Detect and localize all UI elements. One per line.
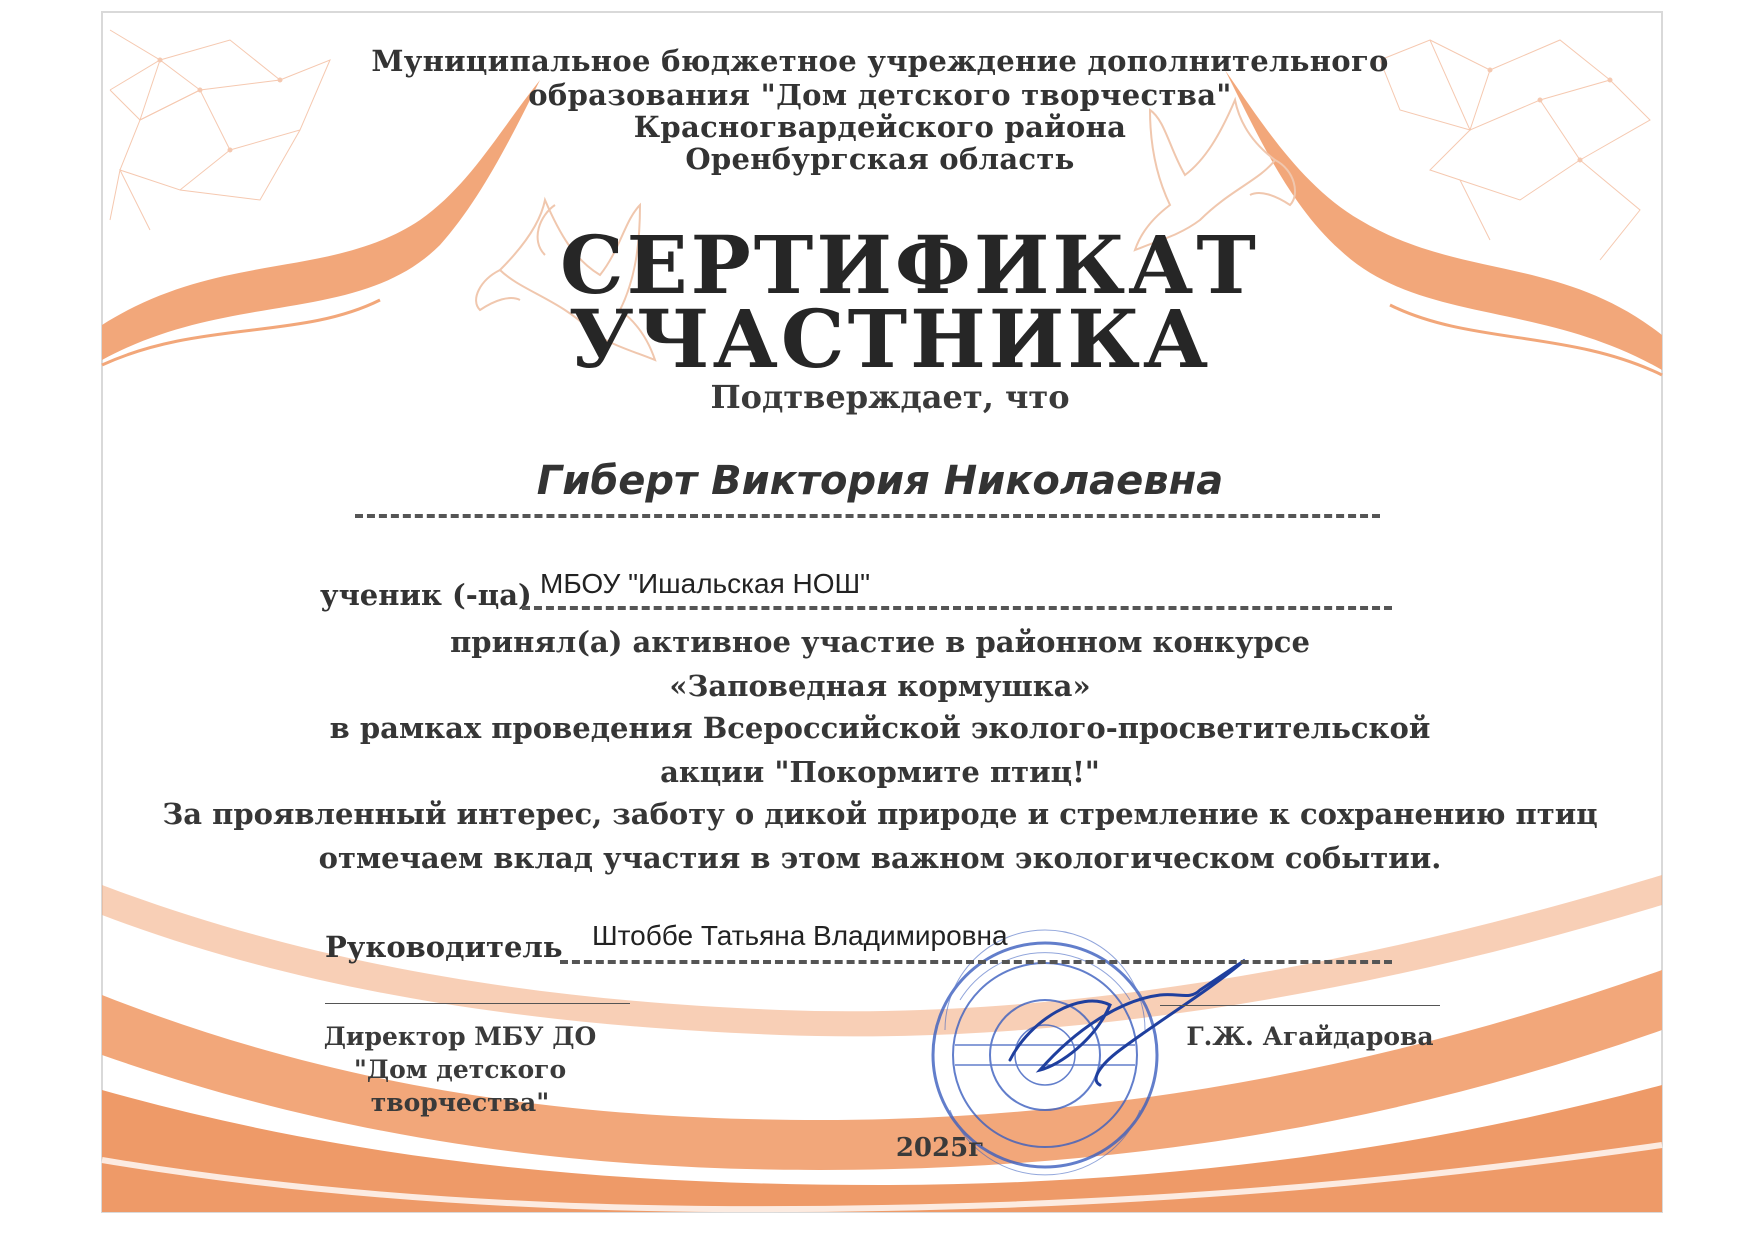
body-line-4: акции "Покормите птиц!" <box>660 755 1100 789</box>
supervisor-name: Штоббе Татьяна Владимировна <box>592 920 1008 951</box>
body-line-1: принял(а) активное участие в районном конкурсе <box>450 625 1310 659</box>
student-label: ученик (-ца) <box>320 578 532 612</box>
recipient-name: Гиберт Виктория Николаевна <box>536 458 1224 504</box>
mesh-pattern-top-left <box>110 30 330 230</box>
director-title-line-2: "Дом детского <box>353 1055 567 1084</box>
school-underline <box>522 606 1392 610</box>
certificate-title-line-1: СЕРТИФИКАТ <box>560 218 1259 312</box>
org-name-line-2: образования "Дом детского творчества" <box>528 78 1232 112</box>
org-name-line-1: Муниципальное бюджетное учреждение дополнительного <box>371 44 1389 78</box>
org-name-line-3: Красногвардейского района <box>633 110 1127 144</box>
body-line-5: За проявленный интерес, заботу о дикой природе и стремление к сохранению птиц <box>162 797 1598 831</box>
supervisor-label: Руководитель <box>325 930 563 964</box>
body-line-6: отмечаем вклад участия в этом важном экологическом событии. <box>318 841 1442 875</box>
recipient-underline <box>355 514 1380 518</box>
school-name: МБОУ "Ишальская НОШ" <box>540 568 871 599</box>
director-title-line-3: творчества" <box>370 1088 550 1117</box>
body-line-3: в рамках проведения Всероссийской эколого-просветительской <box>329 711 1431 745</box>
supervisor-underline <box>560 960 1392 964</box>
certificate-year: 2025г <box>895 1133 985 1163</box>
confirm-text: Подтверждает, что <box>710 378 1070 416</box>
org-name-line-4: Оренбургская область <box>685 142 1075 176</box>
certificate-title-line-2: УЧАСТНИКА <box>568 292 1212 386</box>
director-title-line-1: Директор МБУ ДО <box>323 1022 597 1051</box>
director-name-line <box>1160 1005 1440 1006</box>
mesh-pattern-top-right <box>1380 40 1650 260</box>
director-title-line <box>325 1003 630 1004</box>
director-name: Г.Ж. Агайдарова <box>1186 1022 1434 1051</box>
body-line-2: «Заповедная кормушка» <box>669 669 1091 703</box>
